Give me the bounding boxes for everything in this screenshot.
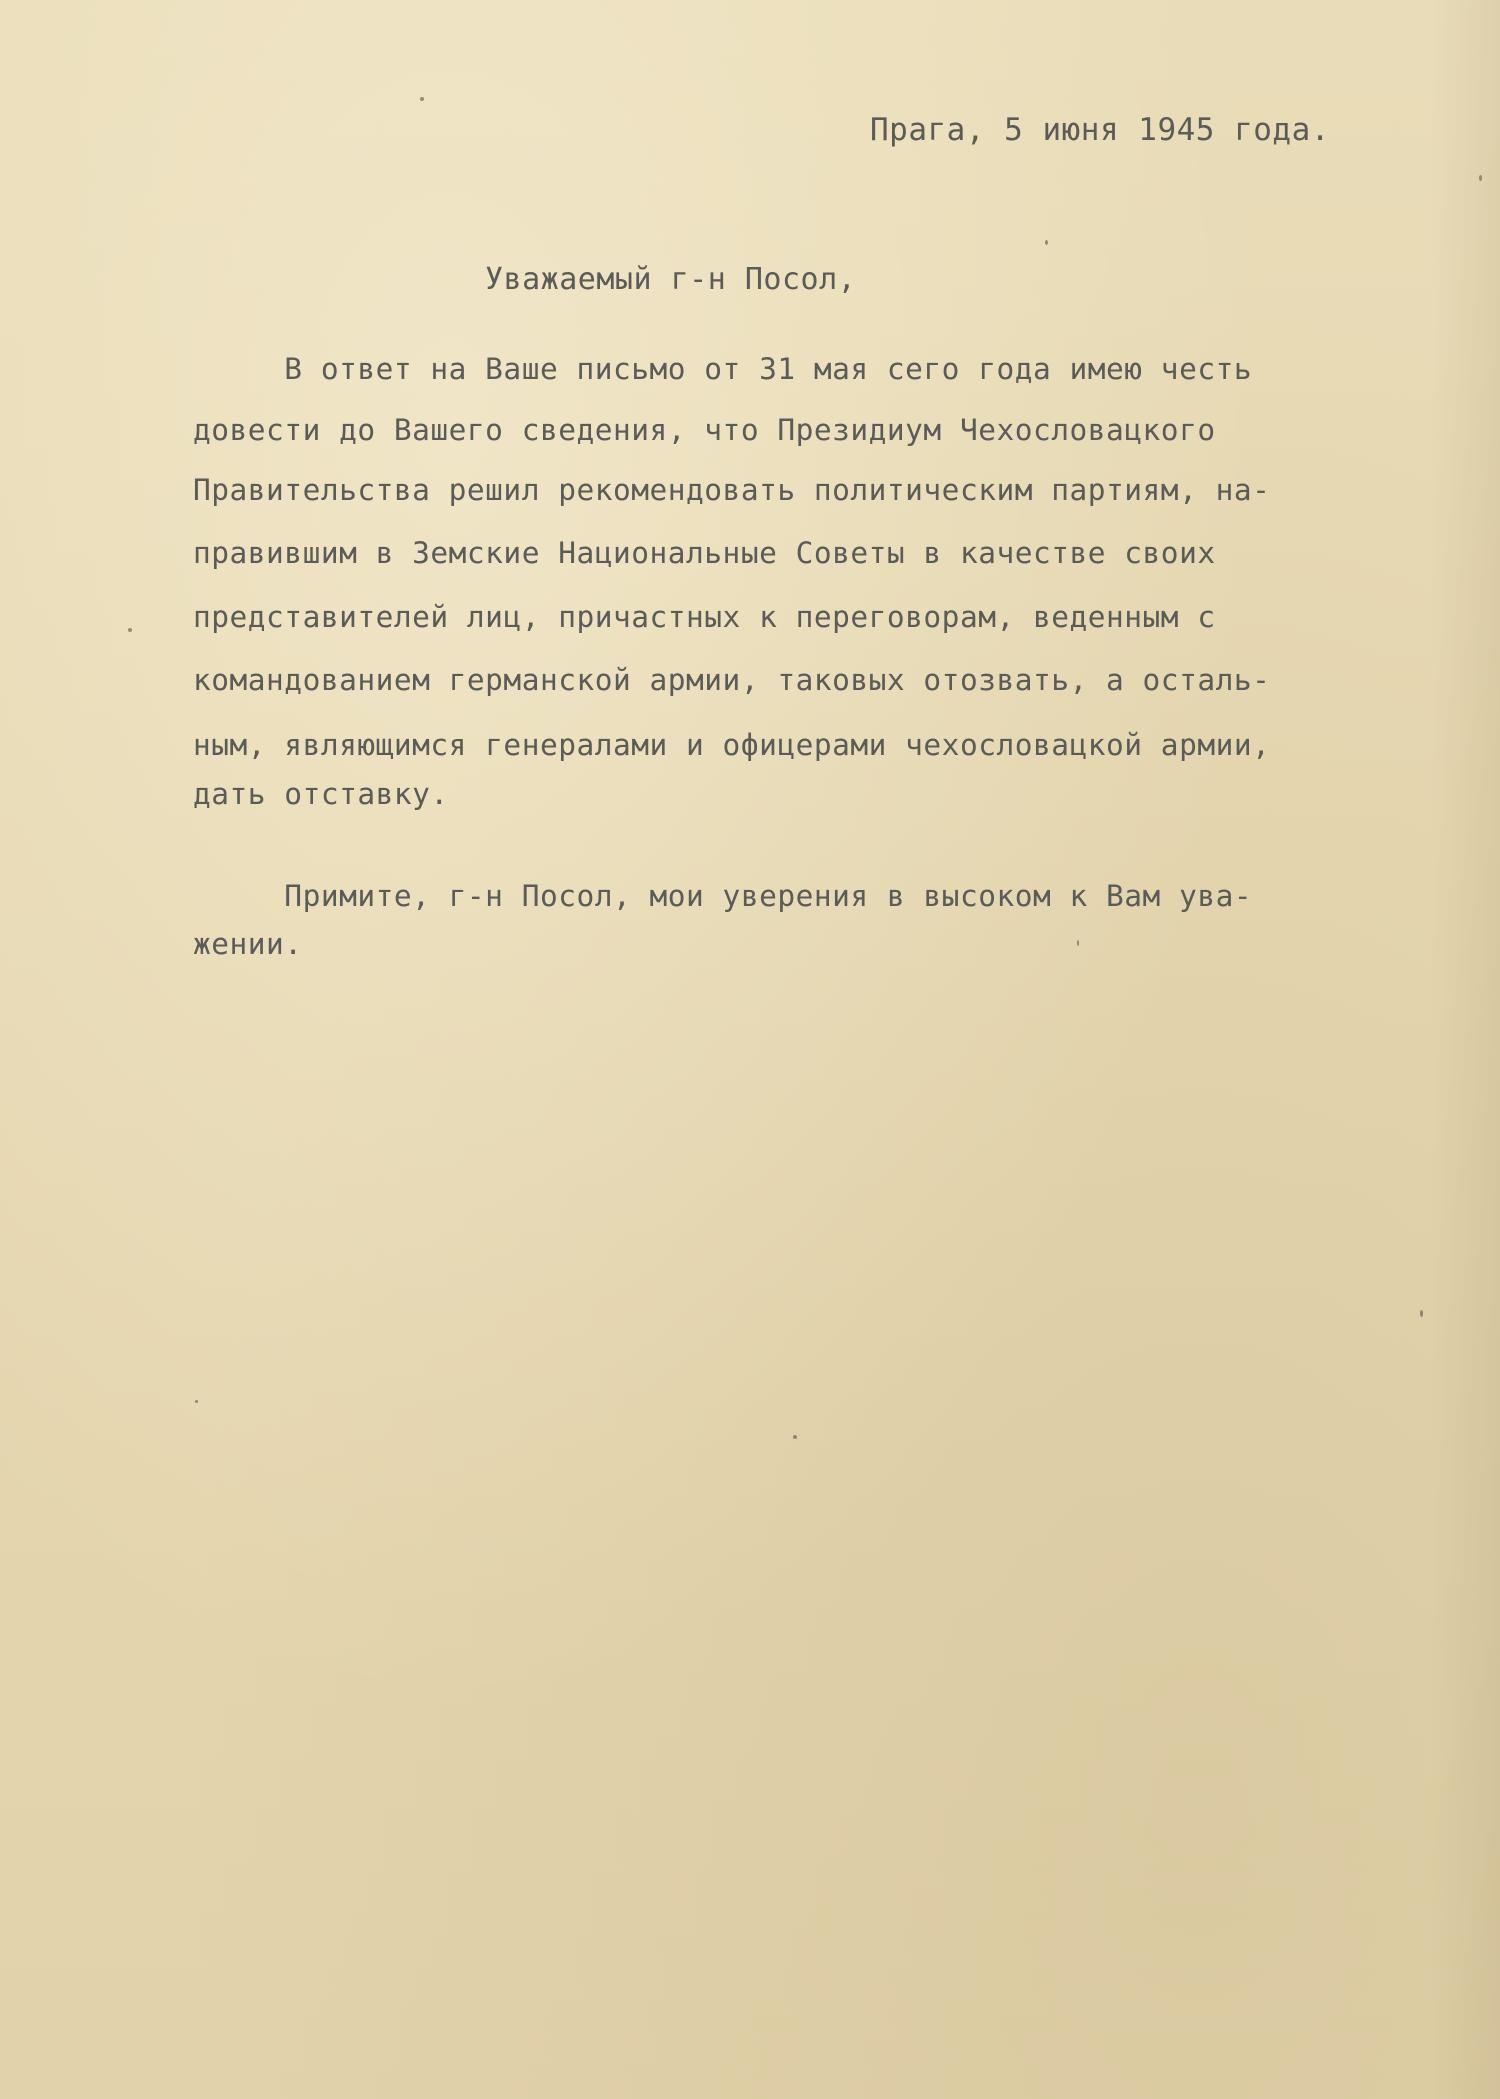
body-line-4: правившим в Земские Национальные Советы в качестве своих xyxy=(193,536,1216,570)
closing-line-2: жении. xyxy=(193,927,303,961)
body-line-8: дать отставку. xyxy=(193,777,449,811)
paper-speck xyxy=(195,1400,198,1403)
body-line-3: Правительства решил рекомендовать политическим партиям, на- xyxy=(193,473,1271,507)
body-line-1: В ответ на Ваше письмо от 31 мая сего года имею честь xyxy=(193,352,1253,386)
paper-speck xyxy=(420,97,424,101)
dateline: Прага, 5 июня 1945 года. xyxy=(870,112,1330,148)
paper-speck xyxy=(1420,1310,1423,1317)
body-line-6: командованием германской армии, таковых отозвать, а осталь- xyxy=(193,663,1271,697)
paper-speck xyxy=(1045,240,1048,245)
paper-speck xyxy=(793,1435,797,1439)
body-line-5: представителей лиц, причастных к переговорам, веденным с xyxy=(193,600,1216,634)
closing-line-1: Примите, г-н Посол, мои уверения в высоком к Вам ува- xyxy=(193,879,1253,913)
body-line-2: довести до Вашего сведения, что Президиум Чехословацкого xyxy=(193,413,1216,447)
paper-speck xyxy=(1077,940,1079,946)
paper-speck xyxy=(128,628,132,632)
salutation: Уважаемый г-н Посол, xyxy=(485,262,857,297)
body-line-7: ным, являющимся генералами и офицерами чехословацкой армии, xyxy=(193,728,1271,762)
paper-speck xyxy=(1479,175,1482,181)
